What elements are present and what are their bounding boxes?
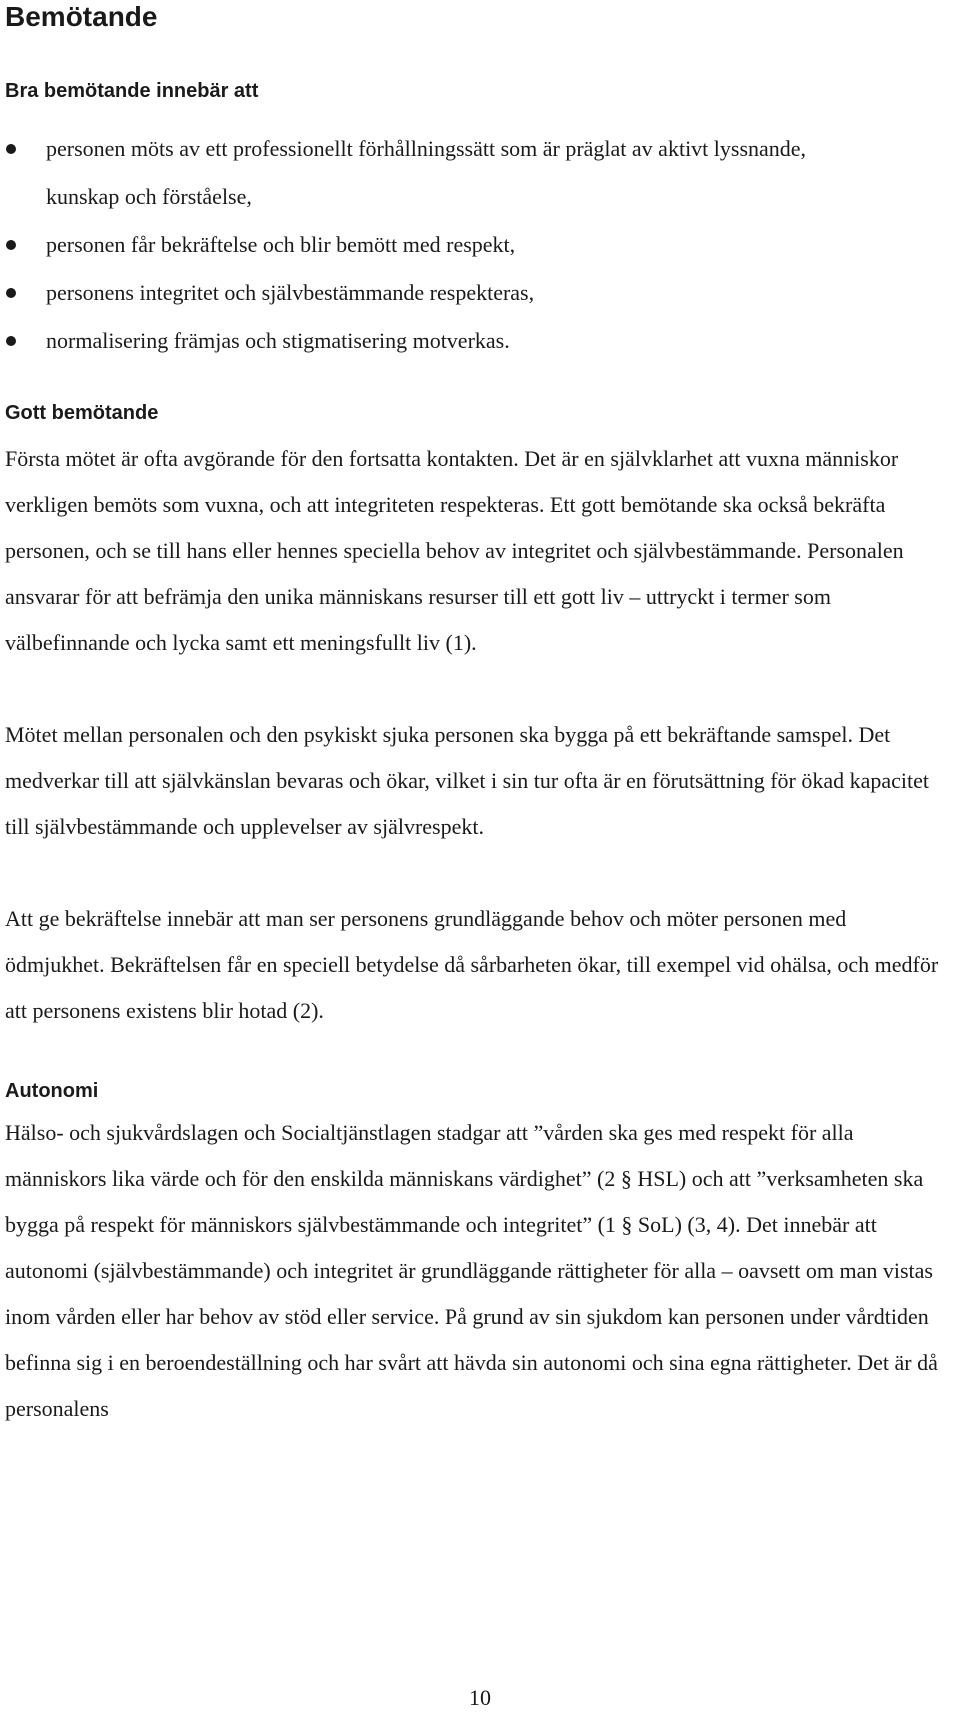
list-item-text: personens integritet och självbestämmande respekteras,	[46, 280, 535, 305]
bullet-icon	[6, 336, 16, 346]
section-heading-gott-bemotande: Gott bemötande	[5, 402, 159, 424]
section-heading-bra-bemotande: Bra bemötande innebär att	[5, 80, 259, 102]
list-item	[0, 317, 866, 365]
bullet-icon	[6, 240, 16, 250]
list-item	[0, 125, 866, 221]
paragraph: Första mötet är ofta avgörande för den fortsatta kontakten. Det är en självklarhet att vuxna människor verkligen bemöts som vuxna, och att integriteten respekteras. Ett gott bemötande ska också bekräfta personen, och se till hans eller hennes speciella behov av integritet och självbestämmande. Personalen ansvarar för att befrämja den unika människans resurser till ett gott liv – uttryckt i termer som välbefinnande och lycka samt ett meningsfullt liv (1).	[5, 446, 904, 655]
list-item	[0, 269, 866, 317]
paragraph: Hälso- och sjukvårdslagen och Socialtjänstlagen stadgar att ”vården ska ges med respekt för alla människors lika värde och för den enskilda människans värdighet” (2 § HSL) och att ”verksamheten ska bygga på respekt för människors självbestämmande och integritet” (1 § SoL) (3, 4). Det innebär att autonomi (självbestämmande) och integritet är grundläggande rättigheter för alla – oavsett om man vistas inom vården eller har behov av stöd eller service. På grund av sin sjukdom kan personen under vårdtiden befinna sig i en beroendeställning och har svårt att hävda sin autonomi och sina egna rättigheter. Det är då personalens	[5, 1120, 938, 1421]
paragraph: Att ge bekräftelse innebär att man ser personens grundläggande behov och möter personen med ödmjukhet. Bekräftelsen får en speciell betydelse då sårbarheten ökar, till exempel vid ohälsa, och medför att personens existens blir hotad (2).	[5, 906, 939, 1023]
bullet-icon	[6, 144, 16, 154]
list-item-text: normalisering främjas och stigmatisering motverkas.	[46, 328, 510, 353]
list-item	[0, 221, 866, 269]
bullet-list	[0, 125, 960, 365]
bullet-icon	[6, 288, 16, 298]
page-number: 10	[469, 1685, 491, 1710]
page-title: Bemötande	[5, 1, 158, 32]
list-item-text: personen får bekräftelse och blir bemött med respekt,	[46, 232, 516, 257]
paragraph: Mötet mellan personalen och den psykiskt sjuka personen ska bygga på ett bekräftande samspel. Det medverkar till att självkänslan bevaras och ökar, vilket i sin tur ofta är en förutsättning för ökad kapacitet till självbestämmande och upplevelser av självrespekt.	[5, 722, 930, 839]
list-item-text: personen möts av ett professionellt förhållningssätt som är präglat av aktivt lyssnande, kunskap och förståelse,	[46, 136, 807, 209]
section-heading-autonomi: Autonomi	[5, 1080, 99, 1102]
